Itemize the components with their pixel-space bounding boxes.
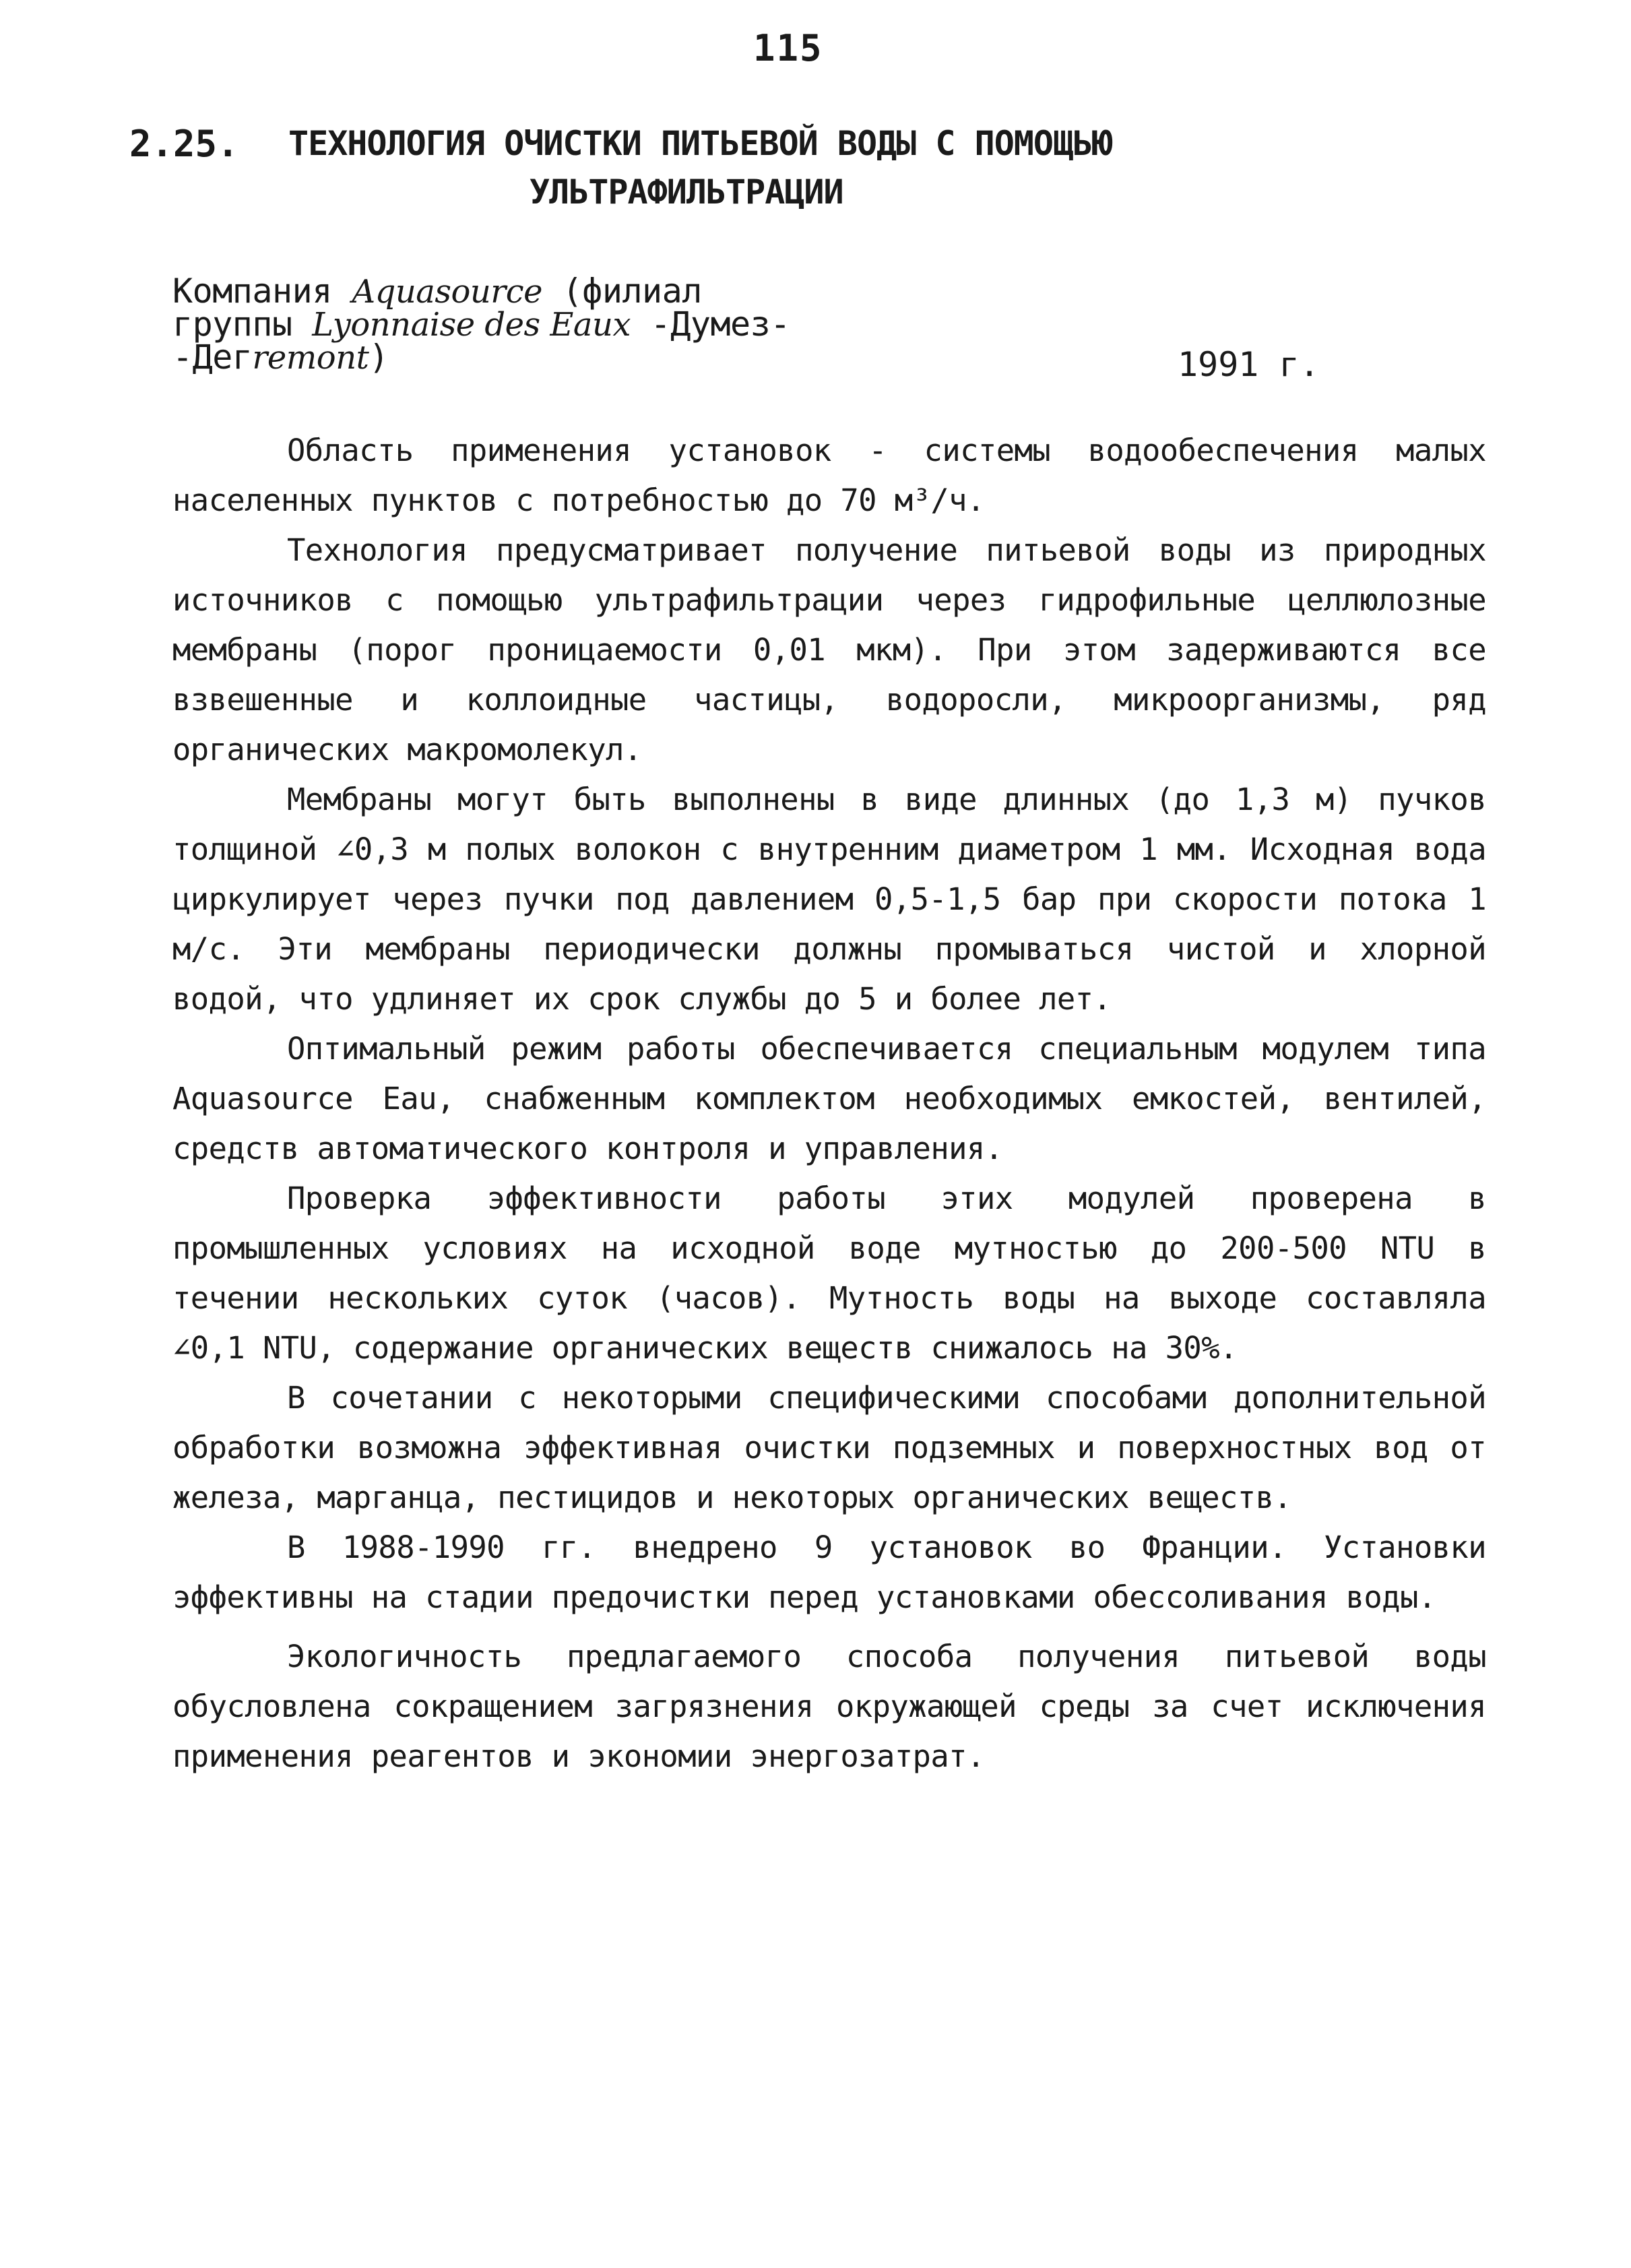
section-number: 2.25.: [129, 123, 239, 165]
section-title-line-2: УЛЬТРАФИЛЬТРАЦИИ: [530, 172, 843, 212]
company-block: [172, 272, 790, 377]
company-line-1-prefix: Компания: [172, 272, 352, 311]
paragraph: В сочетании с некоторыми специфическими способами дополнительной обработки возможна эффективная очистки подземных и поверхностных вод от железа, марганца, пестицидов и некоторых органических веществ.: [172, 1380, 1486, 1515]
paragraph: Область применения установок - системы водообеспечения малых населенных пунктов с потребностью до 70 м³/ч.: [172, 433, 1486, 518]
paragraph: Мембраны могут быть выполнены в виде длинных (до 1,3 м) пучков толщиной ∠0,3 м полых волокон с внутренним диаметром 1 мм. Исходная вода циркулирует через пучки под давлением 0,5-1,5 бар при скорости потока 1 м/с. Эти мембраны периодически должны промываться чистой и хлорной водой, что удлиняет их срок службы до 5 и более лет.: [172, 782, 1486, 1017]
company-line-3-prefix: -Дег: [172, 338, 253, 377]
company-line-3-suffix: ): [369, 338, 389, 377]
company-line-1: [172, 272, 790, 311]
company-line-3: [172, 338, 790, 377]
section-title-line-1: ТЕХНОЛОГИЯ ОЧИСТКИ ПИТЬЕВОЙ ВОДЫ С ПОМОЩЬЮ: [288, 124, 1112, 163]
paragraph: В 1988-1990 гг. внедрено 9 установок во Франции. Установки эффективны на стадии предочистки перед установками обессоливания воды.: [172, 1530, 1486, 1615]
paragraph: Экологичность предлагаемого способа получения питьевой воды обусловлена сокращением загрязнения окружающей среды за счет исключения применения реагентов и экономии энергозатрат.: [172, 1639, 1486, 1774]
group-name-handwritten: Lyonnaise des Eaux: [312, 306, 631, 344]
paragraph: Технология предусматривает получение питьевой воды из природных источников с помощью ультрафильтрации через гидрофильные целлюлозные мембраны (порог проницаемости 0,01 мкм). При этом задерживаются все взвешенные и коллоидные частицы, водоросли, микроорганизмы, ряд органических макромолекул.: [172, 532, 1486, 767]
paragraph: Оптимальный режим работы обеспечивается специальным модулем типа Aquasource Eau, снабженным комплектом необходимых емкостей, вентилей, средств автоматического контроля и управления.: [172, 1031, 1486, 1166]
paragraph: Проверка эффективности работы этих модулей проверена в промышленных условиях на исходной воде мутностью до 200-500 NTU в течении нескольких суток (часов). Мутность воды на выходе составляла ∠0,1 NTU, содержание органических веществ снижалось на 30%.: [172, 1180, 1486, 1366]
year: 1991 г.: [1178, 345, 1320, 384]
company-line-2-suffix: -Думез-: [631, 305, 790, 344]
page-number: 115: [753, 27, 823, 69]
company-line-2: [172, 305, 790, 344]
company-line-2-prefix: группы: [172, 305, 313, 344]
company-line-1-suffix: (филиал: [542, 272, 702, 311]
company-name-handwritten: Aquasource: [352, 273, 543, 311]
body-text: [172, 426, 1486, 1782]
group-name-handwritten-end: remont: [252, 339, 369, 377]
